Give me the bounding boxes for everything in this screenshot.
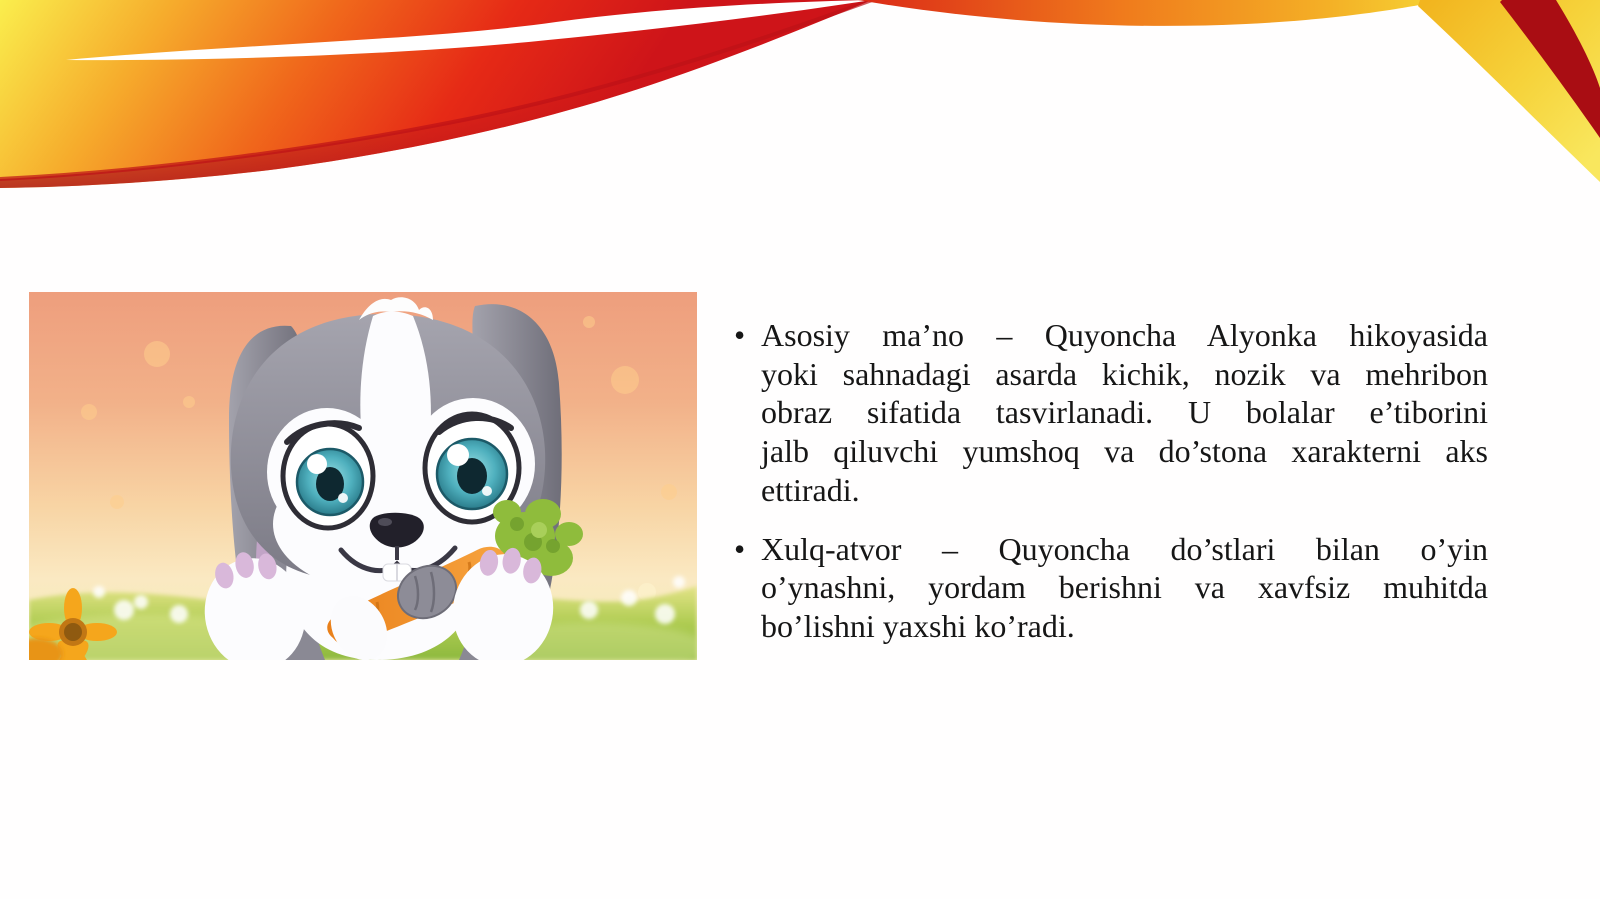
bullet-text-line: bo’lishni yaxshi ko’radi.	[761, 607, 1075, 644]
bullet-text-line: yoki sahnadagi asarda kichik, nozik va mehribon	[761, 355, 1488, 392]
bullet-text-line: Asosiy ma’no – Quyoncha Alyonka hikoyasida	[761, 317, 1488, 353]
bullet-text-line: obraz sifatida tasvirlanadi. U bolalar e’tiborini	[761, 394, 1488, 431]
bunny-image	[29, 292, 697, 660]
list-item	[734, 316, 1488, 510]
list-item	[734, 530, 1488, 646]
bullet-text-line: ettiradi.	[761, 471, 860, 508]
bullet-text	[761, 530, 1488, 646]
bullet-list	[734, 316, 1488, 646]
bullet-marker: •	[734, 530, 746, 567]
left-eye	[283, 423, 373, 528]
bullet-marker: •	[734, 317, 746, 353]
bullet-text-line: o’ynashni, yordam berishni va xavfsiz muhitda	[761, 569, 1488, 606]
bullet-text	[761, 316, 1488, 510]
wave-ribbon-decoration	[0, 0, 1600, 260]
bullet-text-line: jalb qiluvchi yumshoq va do’stona xarakterni aks	[761, 433, 1488, 470]
bullet-text-line: Xulq-atvor – Quyoncha do’stlari bilan o’yin	[761, 530, 1488, 567]
